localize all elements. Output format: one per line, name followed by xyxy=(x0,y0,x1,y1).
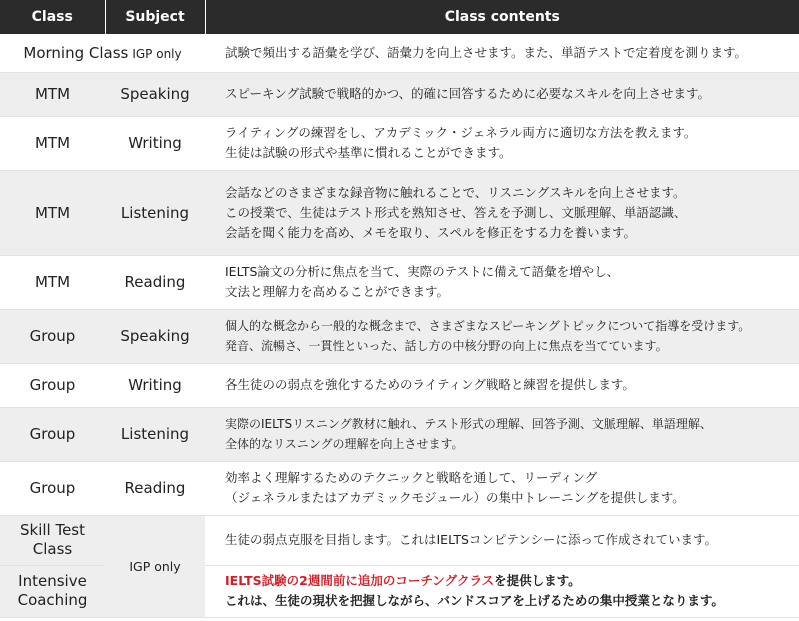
contents-line: 会話を聞く能力を高め、メモを取り、スペルを修正をする力を養います。 xyxy=(225,224,637,240)
contents-text: を提供します。 xyxy=(494,573,581,588)
contents-cell xyxy=(205,363,799,407)
header-row xyxy=(0,0,799,34)
contents-cell xyxy=(205,407,799,461)
table-row xyxy=(0,515,799,565)
class-name-line: Skill Test xyxy=(19,521,86,539)
contents-line xyxy=(225,571,799,591)
subject-cell: Speaking xyxy=(105,309,205,363)
contents-line: スピーキング試験で戦略的かつ、的確に回答するために必要なスキルを向上させます。 xyxy=(225,86,711,101)
table-row xyxy=(0,34,799,72)
class-cell: MTM xyxy=(0,255,105,309)
subject-cell: Listening xyxy=(105,407,205,461)
class-name-line: Coaching xyxy=(17,591,88,609)
class-cell xyxy=(0,565,105,617)
contents-line: 試験で頻出する語彙を学び、語彙力を向上させます。また、単語テストで定着度を測ります。 xyxy=(225,44,748,60)
contents-line: 生徒の弱点克服を目指します。これはIELTSコンピテンシーに添って作成されています。 xyxy=(225,532,717,547)
contents-line: 効率よく理解するためのテクニックと戦略を通して、リーディング xyxy=(225,470,598,485)
table-row xyxy=(0,461,799,515)
table-row xyxy=(0,363,799,407)
header-subject: Subject xyxy=(105,0,205,34)
contents-line: IELTS論文の分析に焦点を当て、実際のテストに備えて語彙を増やし、 xyxy=(225,264,620,279)
class-cell: Group xyxy=(0,309,105,363)
header-contents: Class contents xyxy=(205,0,799,34)
contents-line: 生徒は試験の形式や基準に慣れることができます。 xyxy=(225,145,512,160)
contents-line: これは、生徒の現状を把握しながら、バンドスコアを上げるための集中授業となります。 xyxy=(225,593,724,608)
subject-cell: Writing xyxy=(105,363,205,407)
contents-line: 会話などのさまざまな録音物に触れることで、リスニングスキルを向上させます。 xyxy=(225,184,686,200)
contents-line: 全体的なリスニングの理解を向上させます。 xyxy=(225,437,464,451)
contents-cell xyxy=(205,515,799,565)
contents-cell xyxy=(205,309,799,363)
class-cell xyxy=(0,34,205,72)
contents-cell xyxy=(205,461,799,515)
contents-cell xyxy=(205,170,799,255)
class-cell: Group xyxy=(0,407,105,461)
contents-line: ライティングの練習をし、アカデミック・ジェネラル両方に適切な方法を教えます。 xyxy=(225,125,697,140)
class-cell: MTM xyxy=(0,72,105,116)
table-row xyxy=(0,170,799,255)
subject-cell: Reading xyxy=(105,255,205,309)
contents-line: 各生徒のの弱点を強化するためのライティング戦略と練習を提供します。 xyxy=(225,377,635,392)
subject-cell: Listening xyxy=(105,170,205,255)
class-cell: MTM xyxy=(0,170,105,255)
contents-cell xyxy=(205,565,799,617)
contents-line: （ジェネラルまたはアカデミックモジュール）の集中トレーニングを提供します。 xyxy=(225,490,685,505)
header-class: Class xyxy=(0,0,105,34)
contents-line: 発音、流暢さ、一貫性といった、話し方の中核分野の向上に焦点を当てています。 xyxy=(225,339,668,353)
class-name-line: Class xyxy=(32,540,73,558)
class-name-line: Intensive xyxy=(18,572,87,590)
highlight-text: IELTS試験の2週間前に追加のコーチングクラス xyxy=(225,573,495,588)
table-row xyxy=(0,255,799,309)
class-cell: Group xyxy=(0,363,105,407)
class-name: Morning Class xyxy=(23,43,129,62)
subject-cell: Speaking xyxy=(105,72,205,116)
class-cell: MTM xyxy=(0,116,105,170)
contents-line: この授業で、生徒はテスト形式を熟知させ、答えを予測し、文脈理解、単語認識、 xyxy=(225,204,687,220)
class-cell: Group xyxy=(0,461,105,515)
table-row xyxy=(0,72,799,116)
table-row xyxy=(0,407,799,461)
subject-cell: Writing xyxy=(105,116,205,170)
contents-cell xyxy=(205,72,799,116)
subject-cell-igp-only: IGP only xyxy=(105,515,205,617)
contents-cell xyxy=(205,34,799,72)
contents-line: 文法と理解力を高めることができます。 xyxy=(225,284,450,299)
contents-line: 個人的な概念から一般的な概念まで、さまざまなスピーキングトピックについて指導を受けます。 xyxy=(225,319,751,333)
igp-only-label: IGP only xyxy=(132,46,182,61)
contents-cell xyxy=(205,116,799,170)
subject-cell: Reading xyxy=(105,461,205,515)
table-row xyxy=(0,309,799,363)
class-cell xyxy=(0,515,105,565)
contents-cell xyxy=(205,255,799,309)
table-row xyxy=(0,116,799,170)
contents-line: 実際のIELTSリスニング教材に触れ、テスト形式の理解、回答予測、文脈理解、単語理解、 xyxy=(225,417,712,431)
